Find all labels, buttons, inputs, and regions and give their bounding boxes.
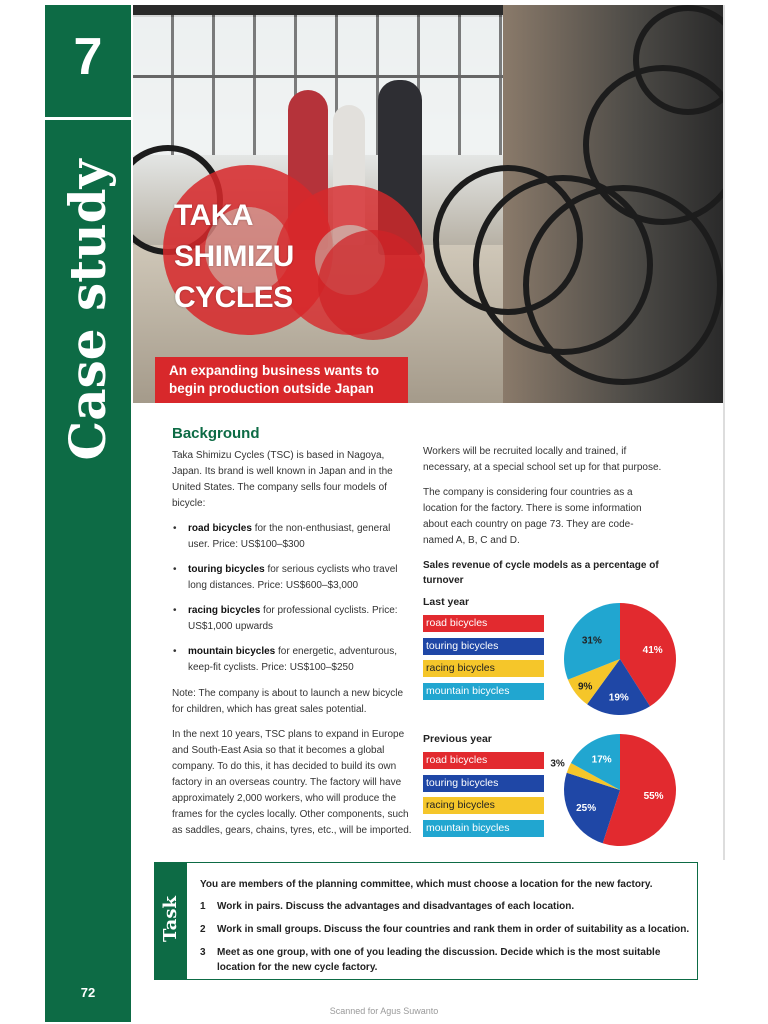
model-desc: for the non-enthusiast, general user. Price: US$100–$300 bbox=[188, 523, 391, 550]
legend-item-touring: touring bicycles bbox=[423, 775, 544, 792]
model-desc: for energetic, adventurous, keep-fit cyclists. Price: US$100–$250 bbox=[188, 646, 397, 673]
task-step-number: 3 bbox=[200, 947, 206, 958]
subtitle-banner bbox=[155, 357, 408, 403]
task-step-number: 2 bbox=[200, 924, 206, 935]
pie-label-road: 41% bbox=[642, 645, 663, 657]
page-number: 72 bbox=[80, 985, 96, 1000]
task-step bbox=[200, 945, 690, 975]
legend-item-racing: racing bicycles bbox=[423, 660, 544, 677]
sidebar bbox=[45, 5, 131, 1022]
note-paragraph: Note: The company is about to launch a new bicycle for children, which has great sales potential. bbox=[172, 688, 404, 715]
right-column bbox=[423, 444, 663, 588]
background-intro: Taka Shimizu Cycles (TSC) is based in Nagoya, Japan. Its brand is well known in Japan and in the United States. The company sells four models of bicycle: bbox=[172, 450, 393, 509]
background-heading: Background bbox=[172, 425, 260, 442]
expansion-paragraph: In the next 10 years, TSC plans to expand in Europe and South-East Asia so that it becomes a global company. To do this, it has decided to build its own factory in an overseas country. The factory will have approximately 2,000 workers, who will produce the frames for the cycles locally. Other components, such as saddles, gears, chains, tyres, etc., will be imported. bbox=[172, 729, 412, 836]
legend-item-mountain: mountain bicycles bbox=[423, 820, 544, 837]
model-desc: for serious cyclists who travel long distances. Price: US$600–$3,000 bbox=[188, 564, 398, 591]
chart-title-last-year: Last year bbox=[423, 596, 470, 608]
pie-label-mountain: 31% bbox=[581, 635, 602, 647]
model-name: road bicycles bbox=[188, 523, 252, 534]
banner-line: begin production outside Japan bbox=[169, 381, 374, 396]
task-label: Task bbox=[160, 896, 181, 942]
model-name: racing bicycles bbox=[188, 605, 261, 616]
task-intro: You are members of the planning committee, which must choose a location for the new factory. bbox=[200, 879, 653, 890]
model-list bbox=[172, 521, 412, 676]
photo-window-bar bbox=[133, 75, 503, 78]
pie-label-road: 55% bbox=[643, 790, 664, 802]
task-step-text: Work in small groups. Discuss the four countries and rank them in order of suitability as a location. bbox=[217, 924, 690, 935]
background-column bbox=[172, 425, 412, 848]
task-step bbox=[200, 899, 690, 914]
task-tab bbox=[155, 863, 187, 979]
page-title bbox=[174, 195, 294, 318]
title-line: CYCLES bbox=[174, 281, 293, 314]
countries-paragraph: The company is considering four countries as a location for the factory. There is some information about each country on page 73. They are code-named A, B, C and D. bbox=[423, 487, 642, 546]
pie-label-touring: 19% bbox=[608, 692, 629, 704]
workers-paragraph: Workers will be recruited locally and trained, if necessary, at a special school set up for that purpose. bbox=[423, 446, 662, 473]
case-study-label: Case study bbox=[58, 159, 117, 461]
legend-item-racing: racing bicycles bbox=[423, 797, 544, 814]
chart-title-previous-year: Previous year bbox=[423, 733, 492, 745]
title-line: SHIMIZU bbox=[174, 240, 294, 273]
page-edge bbox=[723, 5, 725, 860]
task-step-number: 1 bbox=[200, 901, 206, 912]
model-name: mountain bicycles bbox=[188, 646, 276, 657]
task-step-text: Meet as one group, with one of you leading the discussion. Decide which is the most suitable location for the new cycle factory. bbox=[217, 947, 661, 973]
legend-item-touring: touring bicycles bbox=[423, 638, 544, 655]
model-name: touring bicycles bbox=[188, 564, 265, 575]
list-item bbox=[172, 644, 412, 676]
decor-ring-small bbox=[318, 230, 428, 340]
pie-label-touring: 25% bbox=[576, 802, 597, 814]
banner-line: An expanding business wants to bbox=[169, 363, 380, 378]
case-number-box bbox=[45, 5, 131, 120]
task-step bbox=[200, 922, 690, 937]
legend-last-year bbox=[423, 615, 544, 705]
list-item bbox=[172, 603, 412, 635]
scan-footer: Scanned for Agus Suwanto bbox=[329, 1006, 439, 1016]
pie-chart-previous-year bbox=[542, 732, 678, 848]
legend-previous-year bbox=[423, 752, 544, 842]
task-box bbox=[154, 862, 698, 980]
pie-label-racing: 9% bbox=[578, 681, 593, 693]
pie-chart-last-year bbox=[562, 601, 678, 717]
model-desc: for professional cyclists. Price: US$1,000 upwards bbox=[188, 605, 398, 632]
chart-heading: Sales revenue of cycle models as a percentage of turnover bbox=[423, 560, 659, 586]
legend-item-road: road bicycles bbox=[423, 752, 544, 769]
pie-label-racing: 3% bbox=[550, 758, 565, 770]
case-number: 7 bbox=[73, 28, 103, 86]
list-item bbox=[172, 521, 412, 553]
task-body bbox=[200, 877, 690, 983]
pie-label-mountain: 17% bbox=[591, 754, 612, 766]
list-item bbox=[172, 562, 412, 594]
legend-item-road: road bicycles bbox=[423, 615, 544, 632]
title-line: TAKA bbox=[174, 199, 254, 232]
task-step-text: Work in pairs. Discuss the advantages and disadvantages of each location. bbox=[217, 901, 575, 912]
legend-item-mountain: mountain bicycles bbox=[423, 683, 544, 700]
